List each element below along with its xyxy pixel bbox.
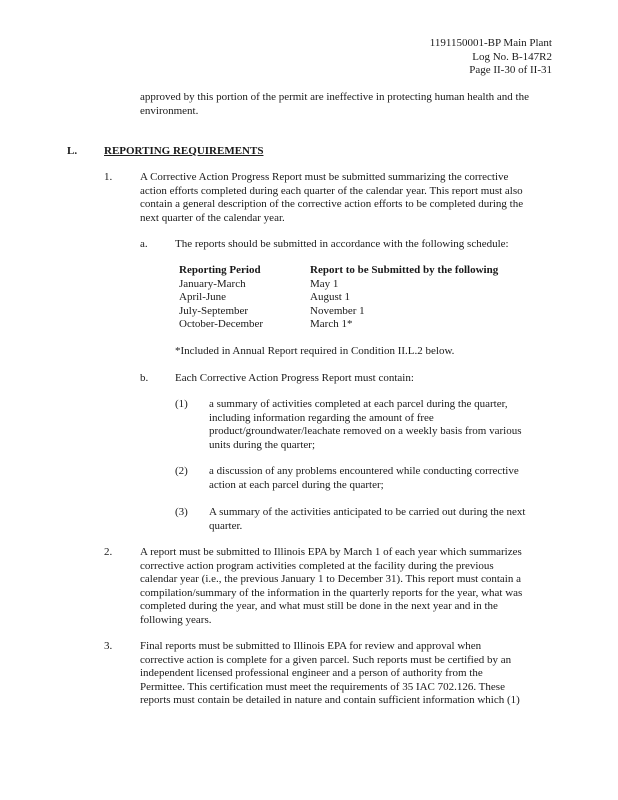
- list-item-number: (2): [175, 465, 188, 477]
- text-line: reports must contain be detailed in nature and contain sufficient information which (1): [140, 694, 520, 707]
- text-line: units during the quarter;: [209, 438, 316, 451]
- text-line: Final reports must be submitted to Illinois EPA for review and approval when: [140, 640, 482, 652]
- list-item: [209, 398, 521, 452]
- sub-item-label: b.: [140, 372, 149, 384]
- list-item-number: (3): [175, 506, 188, 518]
- text-line: corrective action program activities completed at the facility during the previous: [140, 559, 494, 572]
- item-number: 2.: [104, 546, 113, 558]
- column-header-reporting-period: Reporting Period: [179, 264, 261, 276]
- text-line: A report must be submitted to Illinois EPA by March 1 of each year which summarizes: [140, 546, 522, 558]
- text-line: action efforts completed during each quarter of the calendar year. This report must also: [140, 184, 523, 197]
- header-log-number: Log No. B-147R2: [472, 50, 552, 63]
- item-number: 3.: [104, 640, 113, 652]
- table-cell: October-December: [179, 318, 264, 331]
- list-item-number: (1): [175, 398, 188, 410]
- sub-a-text: The reports should be submitted in accordance with the following schedule:: [175, 238, 509, 250]
- schedule-footnote: *Included in Annual Report required in Condition II.L.2 below.: [175, 345, 455, 357]
- table-cell: July-September: [179, 304, 249, 317]
- text-line: compilation/summary of the information in the quarterly reports for the year, what was: [140, 586, 523, 599]
- text-line: quarter.: [209, 519, 243, 532]
- table-header-row: [179, 264, 498, 278]
- text-line: contain a general description of the corrective action efforts to be completed during the: [140, 198, 524, 211]
- text-line: independent licensed professional engineer and a person of authority from the: [140, 667, 483, 680]
- table-cell: August 1: [310, 291, 351, 304]
- column-header-report-due: Report to be Submitted by the following: [310, 264, 499, 276]
- table-cell: April-June: [179, 291, 227, 304]
- text-line: product/groundwater/leachate removed on a weekly basis from various: [209, 425, 522, 438]
- intro-paragraph: [140, 91, 529, 118]
- table-cell: March 1*: [310, 318, 353, 331]
- schedule-table: [179, 264, 498, 332]
- text-line: Permittee. This certification must meet the requirements of 35 IAC 702.126. These: [140, 680, 505, 693]
- text-line: a discussion of any problems encountered while conducting corrective: [209, 465, 519, 477]
- text-line: A Corrective Action Progress Report must be submitted summarizing the corrective: [140, 171, 509, 183]
- table-row: [179, 318, 498, 332]
- section-title: REPORTING REQUIREMENTS: [104, 145, 264, 157]
- text-line: approved by this portion of the permit are ineffective in protecting human health and the: [140, 91, 529, 103]
- text-line: next quarter of the calendar year.: [140, 211, 285, 224]
- text-line: A summary of the activities anticipated to be carried out during the next: [209, 506, 526, 518]
- table-cell: November 1: [310, 304, 365, 317]
- table-row: [179, 305, 498, 319]
- table-cell: May 1: [310, 277, 339, 290]
- text-line: action at each parcel during the quarter;: [209, 478, 384, 491]
- text-line: calendar year (i.e., the previous January 1 to December 31). This report must contain a: [140, 573, 521, 586]
- header-page-number: Page II-30 of II-31: [469, 64, 552, 77]
- text-line: corrective action is complete for a given parcel. Such reports must be certified by an: [140, 653, 512, 666]
- table-row: [179, 278, 498, 292]
- text-line: including information regarding the amount of free: [209, 411, 434, 424]
- text-line: environment.: [140, 104, 199, 117]
- item2-paragraph: [140, 546, 522, 628]
- table-cell: January-March: [179, 277, 246, 290]
- page-header: [252, 37, 552, 78]
- list-item: [209, 506, 525, 533]
- sub-item-label: a.: [140, 238, 148, 250]
- text-line: a summary of activities completed at each parcel during the quarter,: [209, 398, 508, 410]
- list-item: [209, 465, 519, 492]
- text-line: completed during the year, and what must still be done in the next year and in the: [140, 600, 498, 613]
- item3-paragraph: [140, 640, 520, 708]
- section-letter: L.: [67, 145, 78, 157]
- header-permit-number: 1191150001-BP Main Plant: [429, 37, 552, 49]
- item1-paragraph: [140, 171, 523, 225]
- text-line: following years.: [140, 613, 212, 626]
- item-number: 1.: [104, 171, 113, 183]
- table-row: [179, 291, 498, 305]
- sub-b-text: Each Corrective Action Progress Report must contain:: [175, 372, 414, 384]
